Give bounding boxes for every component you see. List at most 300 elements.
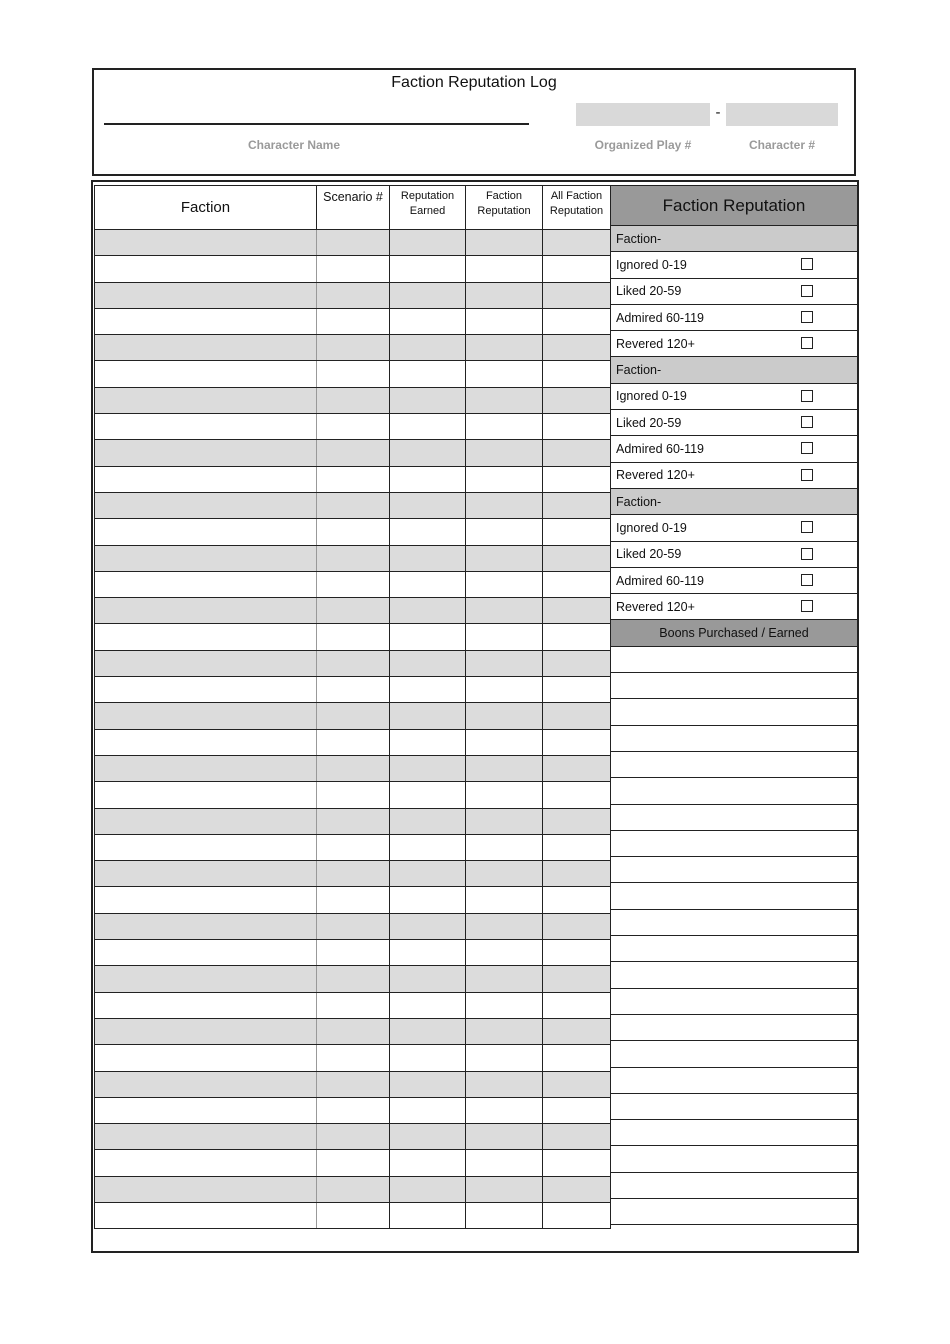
scenario-cell[interactable]	[317, 887, 390, 913]
scenario-cell[interactable]	[317, 545, 390, 571]
boon-entry-field[interactable]	[611, 1093, 858, 1119]
all-faction-reputation-cell[interactable]	[543, 282, 611, 308]
reputation-earned-cell[interactable]	[390, 598, 466, 624]
faction-cell[interactable]	[95, 256, 317, 282]
scenario-cell[interactable]	[317, 782, 390, 808]
faction-cell[interactable]	[95, 519, 317, 545]
faction-reputation-cell[interactable]	[466, 887, 543, 913]
scenario-cell[interactable]	[317, 650, 390, 676]
reputation-earned-cell[interactable]	[390, 492, 466, 518]
all-faction-reputation-cell[interactable]	[543, 650, 611, 676]
faction-cell[interactable]	[95, 1176, 317, 1202]
log-row	[95, 940, 611, 966]
log-row	[95, 834, 611, 860]
faction-cell[interactable]	[95, 1124, 317, 1150]
faction-reputation-cell[interactable]	[466, 966, 543, 992]
faction-reputation-cell[interactable]	[466, 387, 543, 413]
faction-reputation-cell[interactable]	[466, 782, 543, 808]
all-faction-reputation-cell[interactable]	[543, 1124, 611, 1150]
all-faction-reputation-cell[interactable]	[543, 1018, 611, 1044]
log-row	[95, 1045, 611, 1071]
log-row	[95, 571, 611, 597]
faction-reputation-cell[interactable]	[466, 440, 543, 466]
faction-cell[interactable]	[95, 861, 317, 887]
boon-entry-field[interactable]	[611, 1146, 858, 1172]
all-faction-reputation-cell[interactable]	[543, 440, 611, 466]
faction-cell[interactable]	[95, 1018, 317, 1044]
reputation-earned-cell[interactable]	[390, 782, 466, 808]
faction-reputation-title: Faction Reputation	[611, 186, 858, 226]
scenario-cell[interactable]	[317, 440, 390, 466]
reputation-tier	[611, 278, 858, 304]
faction-cell[interactable]	[95, 729, 317, 755]
reputation-earned-cell[interactable]	[390, 361, 466, 387]
faction-reputation-cell[interactable]	[466, 571, 543, 597]
tier-checkbox[interactable]	[801, 600, 813, 612]
reputation-tier-label: Revered 120+	[616, 336, 695, 351]
all-faction-reputation-cell[interactable]	[543, 755, 611, 781]
scenario-cell[interactable]	[317, 861, 390, 887]
scenario-cell[interactable]	[317, 1097, 390, 1123]
scenario-cell[interactable]	[317, 387, 390, 413]
faction-cell[interactable]	[95, 571, 317, 597]
reputation-tier	[611, 515, 858, 541]
faction-reputation-cell[interactable]	[466, 1176, 543, 1202]
scenario-cell[interactable]	[317, 414, 390, 440]
log-row	[95, 650, 611, 676]
scenario-cell[interactable]	[317, 913, 390, 939]
log-row	[95, 1097, 611, 1123]
boon-entry-field[interactable]	[611, 1067, 858, 1093]
faction-reputation-cell[interactable]	[466, 650, 543, 676]
faction-cell[interactable]	[95, 755, 317, 781]
boon-entry-field[interactable]	[611, 988, 858, 1014]
scenario-cell[interactable]	[317, 1045, 390, 1071]
faction-reputation-cell[interactable]	[466, 256, 543, 282]
scenario-cell[interactable]	[317, 361, 390, 387]
log-rows	[95, 230, 611, 1229]
faction-reputation-cell[interactable]	[466, 414, 543, 440]
reputation-tier-label: Admired 60-119	[616, 442, 705, 457]
all-faction-reputation-cell[interactable]	[543, 492, 611, 518]
log-row	[95, 282, 611, 308]
faction-cell[interactable]	[95, 414, 317, 440]
tier-checkbox[interactable]	[801, 574, 813, 586]
boon-row	[611, 1172, 858, 1198]
faction-cell[interactable]	[95, 492, 317, 518]
boon-entry-field[interactable]	[611, 751, 858, 777]
reputation-earned-cell[interactable]	[390, 650, 466, 676]
character-name-label: Character Name	[247, 138, 341, 152]
all-faction-reputation-cell[interactable]	[543, 1045, 611, 1071]
faction-cell[interactable]	[95, 887, 317, 913]
faction-reputation-cell[interactable]	[466, 729, 543, 755]
faction-reputation-cell[interactable]	[466, 230, 543, 256]
boon-entry-field[interactable]	[611, 646, 858, 672]
all-faction-reputation-column-header: All Faction Reputation	[543, 186, 611, 230]
log-row	[95, 230, 611, 256]
reputation-earned-cell[interactable]	[390, 755, 466, 781]
faction-reputation-cell[interactable]	[466, 1124, 543, 1150]
boon-row	[611, 909, 858, 935]
reputation-log-table	[94, 185, 611, 1229]
boon-row	[611, 751, 858, 777]
faction-cell[interactable]	[95, 466, 317, 492]
faction-cell[interactable]	[95, 308, 317, 334]
scenario-cell[interactable]	[317, 598, 390, 624]
scenario-cell[interactable]	[317, 335, 390, 361]
all-faction-reputation-cell[interactable]	[543, 1097, 611, 1123]
all-faction-reputation-cell[interactable]	[543, 940, 611, 966]
boon-entry-field[interactable]	[611, 699, 858, 725]
reputation-earned-cell[interactable]	[390, 466, 466, 492]
faction-reputation-cell[interactable]	[466, 492, 543, 518]
scenario-cell[interactable]	[317, 808, 390, 834]
faction-reputation-cell[interactable]	[466, 1097, 543, 1123]
boon-entry-field[interactable]	[611, 1198, 858, 1224]
reputation-earned-cell[interactable]	[390, 1018, 466, 1044]
reputation-earned-cell[interactable]	[390, 256, 466, 282]
faction-reputation-cell[interactable]	[466, 703, 543, 729]
tier-checkbox[interactable]	[801, 521, 813, 533]
reputation-tier	[611, 567, 858, 593]
faction-cell[interactable]	[95, 913, 317, 939]
reputation-earned-cell[interactable]	[390, 282, 466, 308]
all-faction-reputation-cell[interactable]	[543, 387, 611, 413]
faction-cell[interactable]	[95, 387, 317, 413]
reputation-tier	[611, 462, 858, 488]
all-faction-reputation-cell[interactable]	[543, 335, 611, 361]
all-faction-reputation-cell[interactable]	[543, 230, 611, 256]
organized-play-number-field[interactable]	[576, 103, 710, 126]
all-faction-reputation-cell[interactable]	[543, 703, 611, 729]
all-faction-reputation-cell[interactable]	[543, 966, 611, 992]
reputation-earned-cell[interactable]	[390, 940, 466, 966]
boon-row	[611, 1067, 858, 1093]
log-header-row	[95, 186, 611, 230]
log-row	[95, 545, 611, 571]
reputation-earned-cell[interactable]	[390, 887, 466, 913]
faction-cell[interactable]	[95, 624, 317, 650]
all-faction-reputation-cell[interactable]	[543, 808, 611, 834]
boon-row	[611, 1120, 858, 1146]
all-faction-reputation-cell[interactable]	[543, 598, 611, 624]
faction-reputation-cell[interactable]	[466, 624, 543, 650]
scenario-cell[interactable]	[317, 1202, 390, 1228]
all-faction-reputation-cell[interactable]	[543, 308, 611, 334]
reputation-tier-row	[611, 515, 858, 541]
scenario-cell[interactable]	[317, 1018, 390, 1044]
tier-checkbox[interactable]	[801, 337, 813, 349]
scenario-cell[interactable]	[317, 308, 390, 334]
faction-reputation-cell[interactable]	[466, 834, 543, 860]
reputation-earned-cell[interactable]	[390, 1176, 466, 1202]
all-faction-reputation-cell[interactable]	[543, 992, 611, 1018]
all-faction-reputation-cell[interactable]	[543, 1150, 611, 1176]
log-row	[95, 703, 611, 729]
boon-entry-field[interactable]	[611, 804, 858, 830]
scenario-cell[interactable]	[317, 677, 390, 703]
all-faction-reputation-cell[interactable]	[543, 1071, 611, 1097]
faction-reputation-cell[interactable]	[466, 913, 543, 939]
scenario-column-header: Scenario #	[317, 186, 390, 230]
scenario-cell[interactable]	[317, 230, 390, 256]
faction-cell[interactable]	[95, 992, 317, 1018]
reputation-tier-label: Liked 20-59	[616, 547, 682, 562]
all-faction-reputation-cell[interactable]	[543, 887, 611, 913]
reputation-earned-cell[interactable]	[390, 440, 466, 466]
character-name-field[interactable]	[104, 123, 529, 125]
faction-cell[interactable]	[95, 1045, 317, 1071]
reputation-earned-cell[interactable]	[390, 913, 466, 939]
faction-reputation-column-header: Faction Reputation	[466, 186, 543, 230]
faction-cell[interactable]	[95, 230, 317, 256]
character-number-field[interactable]	[726, 103, 838, 126]
scenario-cell[interactable]	[317, 624, 390, 650]
all-faction-reputation-cell[interactable]	[543, 545, 611, 571]
faction-reputation-cell[interactable]	[466, 940, 543, 966]
faction-cell[interactable]	[95, 440, 317, 466]
scenario-cell[interactable]	[317, 1124, 390, 1150]
faction-reputation-cell[interactable]	[466, 755, 543, 781]
faction-cell[interactable]	[95, 1202, 317, 1228]
faction-reputation-cell[interactable]	[466, 677, 543, 703]
tier-checkbox[interactable]	[801, 548, 813, 560]
reputation-tier-label: Admired 60-119	[616, 310, 705, 325]
reputation-tier-row	[611, 383, 858, 409]
boon-entry-field[interactable]	[611, 1014, 858, 1040]
faction-cell[interactable]	[95, 808, 317, 834]
reputation-earned-cell[interactable]	[390, 1097, 466, 1123]
reputation-tier-label: Ignored 0-19	[616, 520, 687, 535]
tier-checkbox[interactable]	[801, 285, 813, 297]
log-row	[95, 624, 611, 650]
all-faction-reputation-cell[interactable]	[543, 677, 611, 703]
faction-cell[interactable]	[95, 940, 317, 966]
reputation-tier-row	[611, 436, 858, 462]
log-row	[95, 414, 611, 440]
reputation-earned-cell[interactable]	[390, 308, 466, 334]
reputation-tier-label: Revered 120+	[616, 599, 695, 614]
all-faction-reputation-cell[interactable]	[543, 913, 611, 939]
faction-reputation-cell[interactable]	[466, 545, 543, 571]
reputation-earned-cell[interactable]	[390, 966, 466, 992]
scenario-cell[interactable]	[317, 940, 390, 966]
tier-checkbox[interactable]	[801, 469, 813, 481]
scenario-cell[interactable]	[317, 834, 390, 860]
reputation-tier	[611, 410, 858, 436]
faction-reputation-cell[interactable]	[466, 1045, 543, 1071]
all-faction-reputation-cell[interactable]	[543, 571, 611, 597]
log-row	[95, 466, 611, 492]
faction-cell[interactable]	[95, 703, 317, 729]
log-row	[95, 887, 611, 913]
boon-row	[611, 699, 858, 725]
tier-checkbox[interactable]	[801, 390, 813, 402]
faction-reputation-cell[interactable]	[466, 466, 543, 492]
scenario-cell[interactable]	[317, 703, 390, 729]
reputation-earned-cell[interactable]	[390, 571, 466, 597]
all-faction-reputation-cell[interactable]	[543, 834, 611, 860]
faction-reputation-cell[interactable]	[466, 808, 543, 834]
log-row	[95, 1124, 611, 1150]
tier-checkbox[interactable]	[801, 442, 813, 454]
boon-row	[611, 778, 858, 804]
faction-cell[interactable]	[95, 1071, 317, 1097]
character-header	[92, 68, 856, 176]
reputation-earned-cell[interactable]	[390, 808, 466, 834]
reputation-earned-cell[interactable]	[390, 230, 466, 256]
faction-cell[interactable]	[95, 782, 317, 808]
scenario-cell[interactable]	[317, 1150, 390, 1176]
faction-reputation-cell[interactable]	[466, 335, 543, 361]
faction-reputation-cell[interactable]	[466, 361, 543, 387]
log-row	[95, 519, 611, 545]
scenario-cell[interactable]	[317, 992, 390, 1018]
reputation-earned-column-header: Reputation Earned	[390, 186, 466, 230]
faction-reputation-cell[interactable]	[466, 519, 543, 545]
boon-entry-field[interactable]	[611, 936, 858, 962]
reputation-earned-cell[interactable]	[390, 861, 466, 887]
all-faction-reputation-cell[interactable]	[543, 861, 611, 887]
reputation-earned-cell[interactable]	[390, 1124, 466, 1150]
tier-checkbox[interactable]	[801, 258, 813, 270]
boon-entry-field[interactable]	[611, 962, 858, 988]
faction-cell[interactable]	[95, 677, 317, 703]
boon-entry-field[interactable]	[611, 883, 858, 909]
reputation-earned-cell[interactable]	[390, 519, 466, 545]
all-faction-reputation-cell[interactable]	[543, 729, 611, 755]
faction-reputation-cell[interactable]	[466, 1202, 543, 1228]
scenario-cell[interactable]	[317, 729, 390, 755]
faction-reputation-cell[interactable]	[466, 1018, 543, 1044]
faction-cell[interactable]	[95, 1150, 317, 1176]
reputation-earned-cell[interactable]	[390, 729, 466, 755]
boon-entry-field[interactable]	[611, 830, 858, 856]
boon-row	[611, 725, 858, 751]
all-faction-reputation-cell[interactable]	[543, 519, 611, 545]
scenario-cell[interactable]	[317, 1176, 390, 1202]
reputation-earned-cell[interactable]	[390, 414, 466, 440]
faction-name-field[interactable]: Faction-	[611, 226, 858, 252]
boon-entry-field[interactable]	[611, 1120, 858, 1146]
log-row	[95, 861, 611, 887]
boon-row	[611, 1146, 858, 1172]
reputation-tier-label: Revered 120+	[616, 468, 695, 483]
boon-row	[611, 962, 858, 988]
faction-reputation-cell[interactable]	[466, 308, 543, 334]
faction-cell[interactable]	[95, 282, 317, 308]
reputation-earned-cell[interactable]	[390, 703, 466, 729]
scenario-cell[interactable]	[317, 755, 390, 781]
all-faction-reputation-cell[interactable]	[543, 466, 611, 492]
tier-checkbox[interactable]	[801, 311, 813, 323]
log-row	[95, 440, 611, 466]
reputation-earned-cell[interactable]	[390, 387, 466, 413]
boon-entry-field[interactable]	[611, 1172, 858, 1198]
faction-cell[interactable]	[95, 834, 317, 860]
faction-name-field[interactable]: Faction-	[611, 488, 858, 514]
faction-cell[interactable]	[95, 1097, 317, 1123]
log-row	[95, 677, 611, 703]
boon-row	[611, 857, 858, 883]
boon-entry-field[interactable]	[611, 857, 858, 883]
faction-cell[interactable]	[95, 335, 317, 361]
faction-column-header: Faction	[95, 186, 317, 230]
boon-entry-field[interactable]	[611, 778, 858, 804]
all-faction-reputation-cell[interactable]	[543, 782, 611, 808]
faction-reputation-cell[interactable]	[466, 1071, 543, 1097]
reputation-earned-cell[interactable]	[390, 992, 466, 1018]
boon-row	[611, 1014, 858, 1040]
scenario-cell[interactable]	[317, 966, 390, 992]
all-faction-reputation-cell[interactable]	[543, 1202, 611, 1228]
faction-reputation-cell[interactable]	[466, 598, 543, 624]
faction-cell[interactable]	[95, 361, 317, 387]
reputation-earned-cell[interactable]	[390, 834, 466, 860]
scenario-cell[interactable]	[317, 1071, 390, 1097]
boon-row	[611, 804, 858, 830]
scenario-cell[interactable]	[317, 492, 390, 518]
reputation-tier-row	[611, 410, 858, 436]
boon-entry-field[interactable]	[611, 725, 858, 751]
reputation-earned-cell[interactable]	[390, 1071, 466, 1097]
faction-reputation-cell[interactable]	[466, 282, 543, 308]
scenario-cell[interactable]	[317, 256, 390, 282]
scenario-cell[interactable]	[317, 519, 390, 545]
boon-entry-field[interactable]	[611, 1041, 858, 1067]
reputation-tier	[611, 304, 858, 330]
all-faction-reputation-cell[interactable]	[543, 256, 611, 282]
reputation-tier-row	[611, 594, 858, 620]
all-faction-reputation-cell[interactable]	[543, 361, 611, 387]
scenario-cell[interactable]	[317, 571, 390, 597]
tier-checkbox[interactable]	[801, 416, 813, 428]
boon-entry-field[interactable]	[611, 909, 858, 935]
reputation-earned-cell[interactable]	[390, 1045, 466, 1071]
reputation-earned-cell[interactable]	[390, 677, 466, 703]
scenario-cell[interactable]	[317, 282, 390, 308]
all-faction-reputation-cell[interactable]	[543, 1176, 611, 1202]
reputation-tier-row	[611, 304, 858, 330]
reputation-earned-cell[interactable]	[390, 624, 466, 650]
scenario-cell[interactable]	[317, 466, 390, 492]
reputation-earned-cell[interactable]	[390, 335, 466, 361]
reputation-earned-cell[interactable]	[390, 545, 466, 571]
faction-cell[interactable]	[95, 966, 317, 992]
reputation-earned-cell[interactable]	[390, 1150, 466, 1176]
log-row	[95, 782, 611, 808]
boon-entry-field[interactable]	[611, 673, 858, 699]
boon-row	[611, 830, 858, 856]
faction-cell[interactable]	[95, 545, 317, 571]
all-faction-reputation-cell[interactable]	[543, 414, 611, 440]
log-row	[95, 1071, 611, 1097]
log-row	[95, 729, 611, 755]
faction-reputation-cell[interactable]	[466, 992, 543, 1018]
faction-name-field[interactable]: Faction-	[611, 357, 858, 383]
faction-reputation-cell[interactable]	[466, 1150, 543, 1176]
faction-reputation-cell[interactable]	[466, 861, 543, 887]
faction-cell[interactable]	[95, 650, 317, 676]
reputation-tier-label: Ignored 0-19	[616, 257, 687, 272]
log-row	[95, 966, 611, 992]
log-row	[95, 913, 611, 939]
reputation-earned-cell[interactable]	[390, 1202, 466, 1228]
all-faction-reputation-cell[interactable]	[543, 624, 611, 650]
faction-cell[interactable]	[95, 598, 317, 624]
page-title: Faction Reputation Log	[391, 74, 557, 91]
